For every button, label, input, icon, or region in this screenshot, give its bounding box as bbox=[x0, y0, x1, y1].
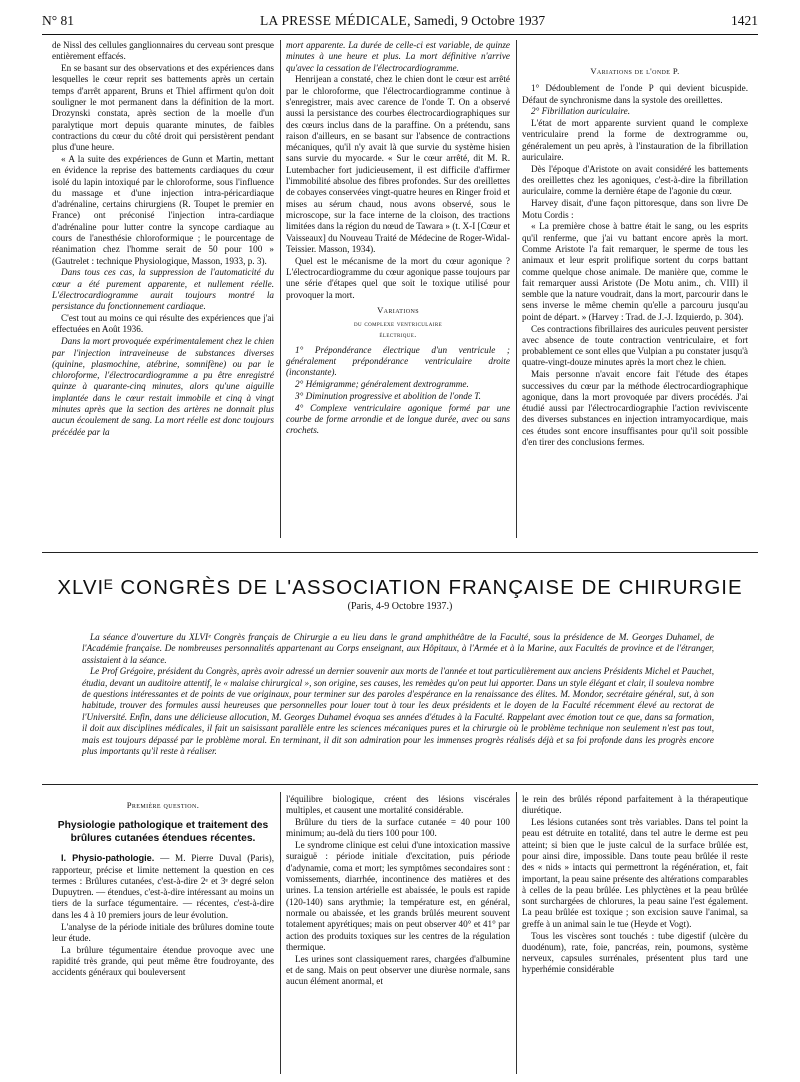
list-item: 2° Hémigramme; généralement dextrogramme. bbox=[295, 379, 469, 390]
bottom-column-2 bbox=[286, 794, 510, 1072]
paragraph: Dans la mort provoquée expérimentalement chez le chien par l'injection intraveineuse de substances diverses (quinine, plasmochine, atébrine, somnifène) ou par le chloroforme, l'électrocardiogramme a pu être enregistré quinze à quarante-cinq minutes, alors qu'une aiguille implantée dans le cœur restait immobile et cinq à vingt minutes après que la section des artères ne donnait plus aucun écoulement de sang. La mort réelle est donc toujours précédée par la bbox=[52, 336, 274, 437]
paragraph: En se basant sur des observations et des expériences dans lesquelles le cœur reprit ses battements après un certain temps d'arrêt apparent, Bruns et Thiel affirment qu'on doit souligner le mot permanent dans la définition de la mort. Drozynski constata, après section de la moelle d'un paralytique mort depuis quarante minutes, de faibles contractions du cœur du côté droit qui persistèrent pendant plus d'une heure. bbox=[52, 63, 274, 153]
list-item: 3° Diminution progressive et abolition de l'onde T. bbox=[295, 390, 481, 401]
column-divider bbox=[516, 40, 517, 538]
paragraph: l'équilibre biologique, créent des lésions viscérales multiples, et causent une mortalité considérable. bbox=[286, 794, 510, 816]
column-divider bbox=[516, 792, 517, 1074]
section-heading: du complexe ventriculaire bbox=[353, 319, 443, 329]
paragraph: Le syndrome clinique est celui d'une intoxication massive suraiguë : période initiale d'excitation, puis période d'adynamie, coma et mort; les symptômes secondaires sont : vomissements, diarrhée, incontinence des matières et des urines. La tension artérielle est abaissée, le pouls est rapide (120-140) sans arythmie; la température est, en général, normale ou abaissée, et les grands brûlés meurent souvent totalement apyrétiques; mais on peut observer 40° et 41° par action des produits toxiques sur les centres de la régulation thermique. bbox=[286, 840, 510, 952]
list-item: 4° Complexe ventriculaire agonique formé par une courbe de forme arrondie et de longue durée, avec ou sans crochets. bbox=[286, 402, 510, 436]
section-rule bbox=[42, 552, 758, 553]
congress-title: XLVIᴱ CONGRÈS DE L'ASSOCIATION FRANÇAISE DE CHIRURGIE bbox=[57, 576, 743, 599]
top-column-1 bbox=[52, 40, 274, 540]
paragraph: le rein des brûlés répond parfaitement à la thérapeutique diurétique. bbox=[522, 794, 748, 816]
paragraph: Tous les viscères sont touchés : tube digestif (ulcère du duodénum), rate, foie, pancréas, rein, poumons, système nerveux, capsules surrénales, présentent plus tard une hyperhémie considérable bbox=[522, 930, 748, 975]
paragraph: Ces contractions fibrillaires des auricules peuvent persister avec absence de toute contraction ventriculaire, et fort probablement ce sont elles que Vulpian a pu constater jusqu'à quatre-vingt-douze minutes après la mort chez le chien. bbox=[522, 323, 748, 368]
paragraph-text: — M. Pierre Duval (Paris), rapporteur, précise et limite nettement la question en ces termes : Brûlures cutanées, c'est-à-dire 2ᵉ et 3ᵉ degré selon Dupuytren. — étendues, c'est-à-dire intéressant au moins un tiers de la surface tégumentaire. — récentes, c'est-à-dire dans les 4 à 10 premiers jours de leur évolution. bbox=[52, 853, 274, 920]
paragraph: « La première chose à battre était le sang, ou les esprits qu'il renferme, que j'ai vu battant encore après la mort. Comme Aristote l'a fait remarquer, le sperme de tous les animaux et leur esprit prolifique sortent du corps battant comme quelque chose animale. De manière que, comme le fait remarquer aussi Aristote (De Motu anim., ch. VIII) il semble que la nature voudrait, dans la mort, parcourir dans le sens inverse le même chemin qu'elle a parcouru jusqu'au point de départ. » (Harvey : Trad. de J.-J. Izquierdo, p. 304). bbox=[522, 221, 748, 322]
paragraph: La brûlure tégumentaire étendue provoque avec une rapidité très grande, qui peut même être foudroyante, des accidents généraux qui bouleversent bbox=[52, 944, 274, 978]
page-header bbox=[42, 8, 758, 35]
paragraph: Henrijean a constaté, chez le chien dont le cœur est arrêté par le chloroforme, que l'électrocardiogramme continue à s'enregistrer, mais avec carence de l'onde T. On a observé aussi la persistance des courbes électrocardiographiques sur des cœurs inclus dans de la paraffine. On a prétendu, sans raison d'ailleurs, en se basant sur l'absence de contractions mécaniques, qu'il n'y avait là que survie du système hisien sans survie du myocarde. « Sur le cœur arrêté, dit M. R. Lutembacher fort judicieusement, il est difficile d'affirmer l'immobilité absolue des fibres profondes. Sur des oreillettes de cobayes conservées vingt-quatre heures en Ringer froid et mises au sérum chaud, nous avons observé, sous le microscope, sur la face interne de la cloison, des tractions limitées dans la région du nœud de Tawara » (t. X-I [Cœur et Vaisseaux] du Nouveau Traité de Médecine de Roger-Widal-Teissier. Masson, 1934). bbox=[286, 74, 510, 254]
bottom-column-3 bbox=[522, 794, 748, 1072]
question-title: Physiologie pathologique et traitement des brûlures cutanées étendues récentes. bbox=[57, 820, 269, 845]
paragraph: mort apparente. La durée de celle-ci est variable, de quinze minutes à une heure et plus. La mort définitive n'arrive qu'avec la cessation de l'électrocardiogramme. bbox=[286, 40, 510, 73]
question-label: Première question. bbox=[126, 800, 200, 810]
section-heading: Variations de l'onde P. bbox=[590, 66, 680, 76]
paragraph: C'est tout au moins ce qui résulte des expériences que j'ai effectuées en Août 1936. bbox=[52, 313, 274, 335]
section-head: I. Physio-pathologie. bbox=[61, 853, 155, 864]
paragraph: L'état de mort apparente survient quand le complexe ventriculaire prend la forme de dextrogramme ou, généralement un peu après, à l'instauration de la fibrillation auriculaire. bbox=[522, 118, 748, 163]
paragraph: La séance d'ouverture du XLVIᵉ Congrès français de Chirurgie a eu lieu dans le grand amphithéâtre de la Faculté, sous la présidence de M. Georges Duhamel, de l'Académie française. De nombreuses personnalités appartenant au Corps enseignant, aux Hôpitaux, à l'Armée et à la Marine, aux Facultés de province et de l'étranger, assistaient à la séance. bbox=[82, 632, 714, 665]
paragraph: Le Prof Grégoire, président du Congrès, après avoir adressé un dernier souvenir aux morts de l'année et tout particulièrement aux anciens Présidents Michel et Pauchet, étudia, devant un auditoire attentif, le « malaise chirurgical », son origine, ses causes, les remèdes qu'on peut lui apporter. Dans un style élégant et clair, il souleva nombre de questions intéressantes et de points de vue originaux, pour terminer sur des paroles d'espérance en la renaissance des élites. M. Mondor, secrétaire général, sut, à son habitude, trouver des formules aussi heureuses que personnelles pour louer tout à tour les deux présidents et le doyen de la Faculté récemment élevé au rectorat de l'Université. Enfin, dans une délicieuse allocution, M. Georges Duhamel évoqua ses années d'études à la Faculté. Rappelant avec émotion tout ce que, dans sa formation, il doit aux disciplines médicales, il fait un saisissant parallèle entre les sciences mécaniques pures et la chirurgie où le problème technique non seulement n'est pas tout, mais est toujours dépassé par le problème moral. En terminant, il dit son admiration pour les immenses progrès réalisés déjà et sa foi profonde dans les progrès encore plus importants qu'il reste à réaliser. bbox=[82, 666, 714, 757]
paragraph: Harvey disait, d'une façon pittoresque, dans son livre De Motu Cordis : bbox=[522, 198, 748, 220]
section-rule bbox=[42, 784, 758, 785]
top-column-2 bbox=[286, 40, 510, 540]
journal-header: LA PRESSE MÉDICALE, Samedi, 9 Octobre 1937 bbox=[259, 13, 546, 28]
journal-title: LA PRESSE MÉDICALE bbox=[259, 13, 408, 28]
paragraph bbox=[52, 853, 274, 921]
paragraph: Quel est le mécanisme de la mort du cœur agonique ? L'électrocardiogramme du cœur agonique passe toujours par une série d'étapes quel que soit le toxique utilisé pour provoquer la mort. bbox=[286, 255, 510, 300]
paragraph: Dans tous ces cas, la suppression de l'automaticité du cœur a été purement apparente, et nullement réelle. L'électrocardiogramme aurait toujours montré la persistance du fonctionnement cardiaque. bbox=[52, 267, 274, 312]
paragraph: 1° Dédoublement de l'onde P qui devient bicuspide. Défaut de synchronisme dans la systole des oreillettes. bbox=[522, 83, 748, 105]
column-divider bbox=[280, 40, 281, 538]
bottom-column-1 bbox=[52, 800, 274, 1072]
congress-intro bbox=[82, 632, 714, 757]
paragraph: Mais personne n'avait encore fait l'étude des étapes successives du cœur par la méthode électrocardiographique agonique, dans la mort provoquée par divers procédés. J'ai étudié aussi par l'électrocardiographie l'action reviviscente des diverses substances en injection intramyocardique, mais ces études sont encore insuffisantes pour qu'il soit possible d'en tirer des conclusions fermes. bbox=[522, 369, 748, 447]
paragraph: Dès l'époque d'Aristote on avait considéré les battements des oreillettes chez les agoniques, c'est-à-dire la fibrillation auriculaire, comme la dernière étape de l'agonie du cœur. bbox=[522, 163, 748, 197]
page-number: 1421 bbox=[731, 13, 758, 28]
section-heading: Variations bbox=[377, 304, 419, 315]
section-heading: électrique. bbox=[379, 330, 417, 340]
paragraph: de Nissl des cellules ganglionnaires du cerveau sont presque entièrement effacés. bbox=[52, 40, 274, 62]
paragraph: Les lésions cutanées sont très variables. Dans tel point la peau est détruite en totalité, dans tel autre le derme est peu atteint; si bien que le juste calcul de la surface brûlée est, pour ainsi dire, impossible. Dans toute peau brûlée il reste des « nids » intacts qui permettront la régénération, et, fait important, la peau saine présente des altérations comparables à celles de la peau brûlée. Les phlyctènes et la peau brûlée sont surchargées de chlorures, la peau saine l'est également. La peau brûlée est toxique ; son excision sauve l'animal, sa greffe à un animal sain le tue (Heyde et Vogt). bbox=[522, 817, 748, 929]
congress-subtitle: (Paris, 4-9 Octobre 1937.) bbox=[347, 601, 453, 612]
paragraph: L'analyse de la période initiale des brûlures domine toute leur étude. bbox=[52, 921, 274, 943]
paragraph: 2° Fibrillation auriculaire. bbox=[531, 106, 631, 117]
paragraph: Brûlure du tiers de la surface cutanée = 40 pour 100 minimum; au-delà du tiers 100 pour 100. bbox=[286, 817, 510, 839]
issue-number: N° 81 bbox=[42, 13, 75, 28]
issue-date: Samedi, 9 Octobre 1937 bbox=[413, 13, 546, 28]
top-column-3 bbox=[522, 40, 748, 540]
list-item: 1° Prépondérance électrique d'un ventricule ; généralement prépondérance ventriculaire droite (inconstante). bbox=[286, 344, 510, 378]
column-divider bbox=[280, 792, 281, 1074]
paragraph: Les urines sont classiquement rares, chargées d'albumine et de sang. Mais on peut observer une diurèse normale, sans aucun élément anormal, et bbox=[286, 953, 510, 987]
paragraph: « A la suite des expériences de Gunn et Martin, mettant en évidence la reprise des battements cardiaques du cœur isolé du lapin intoxiqué par le chloroforme, sous l'influence du massage et d'une injection intra-péricardiaque d'adrénaline, certains chirurgiens (R. Toupet le premier en France) ont préconisé l'injection intra-cardiaque d'adrénaline pour lutter contre la syncope cardiaque au cours de l'anesthésie chloroformique ; le pourcentage de réanimation chez l'homme serait de 50 pour 100 » (Gautrelet : technique Physiologique, Masson, 1933, p. 3). bbox=[52, 153, 274, 266]
